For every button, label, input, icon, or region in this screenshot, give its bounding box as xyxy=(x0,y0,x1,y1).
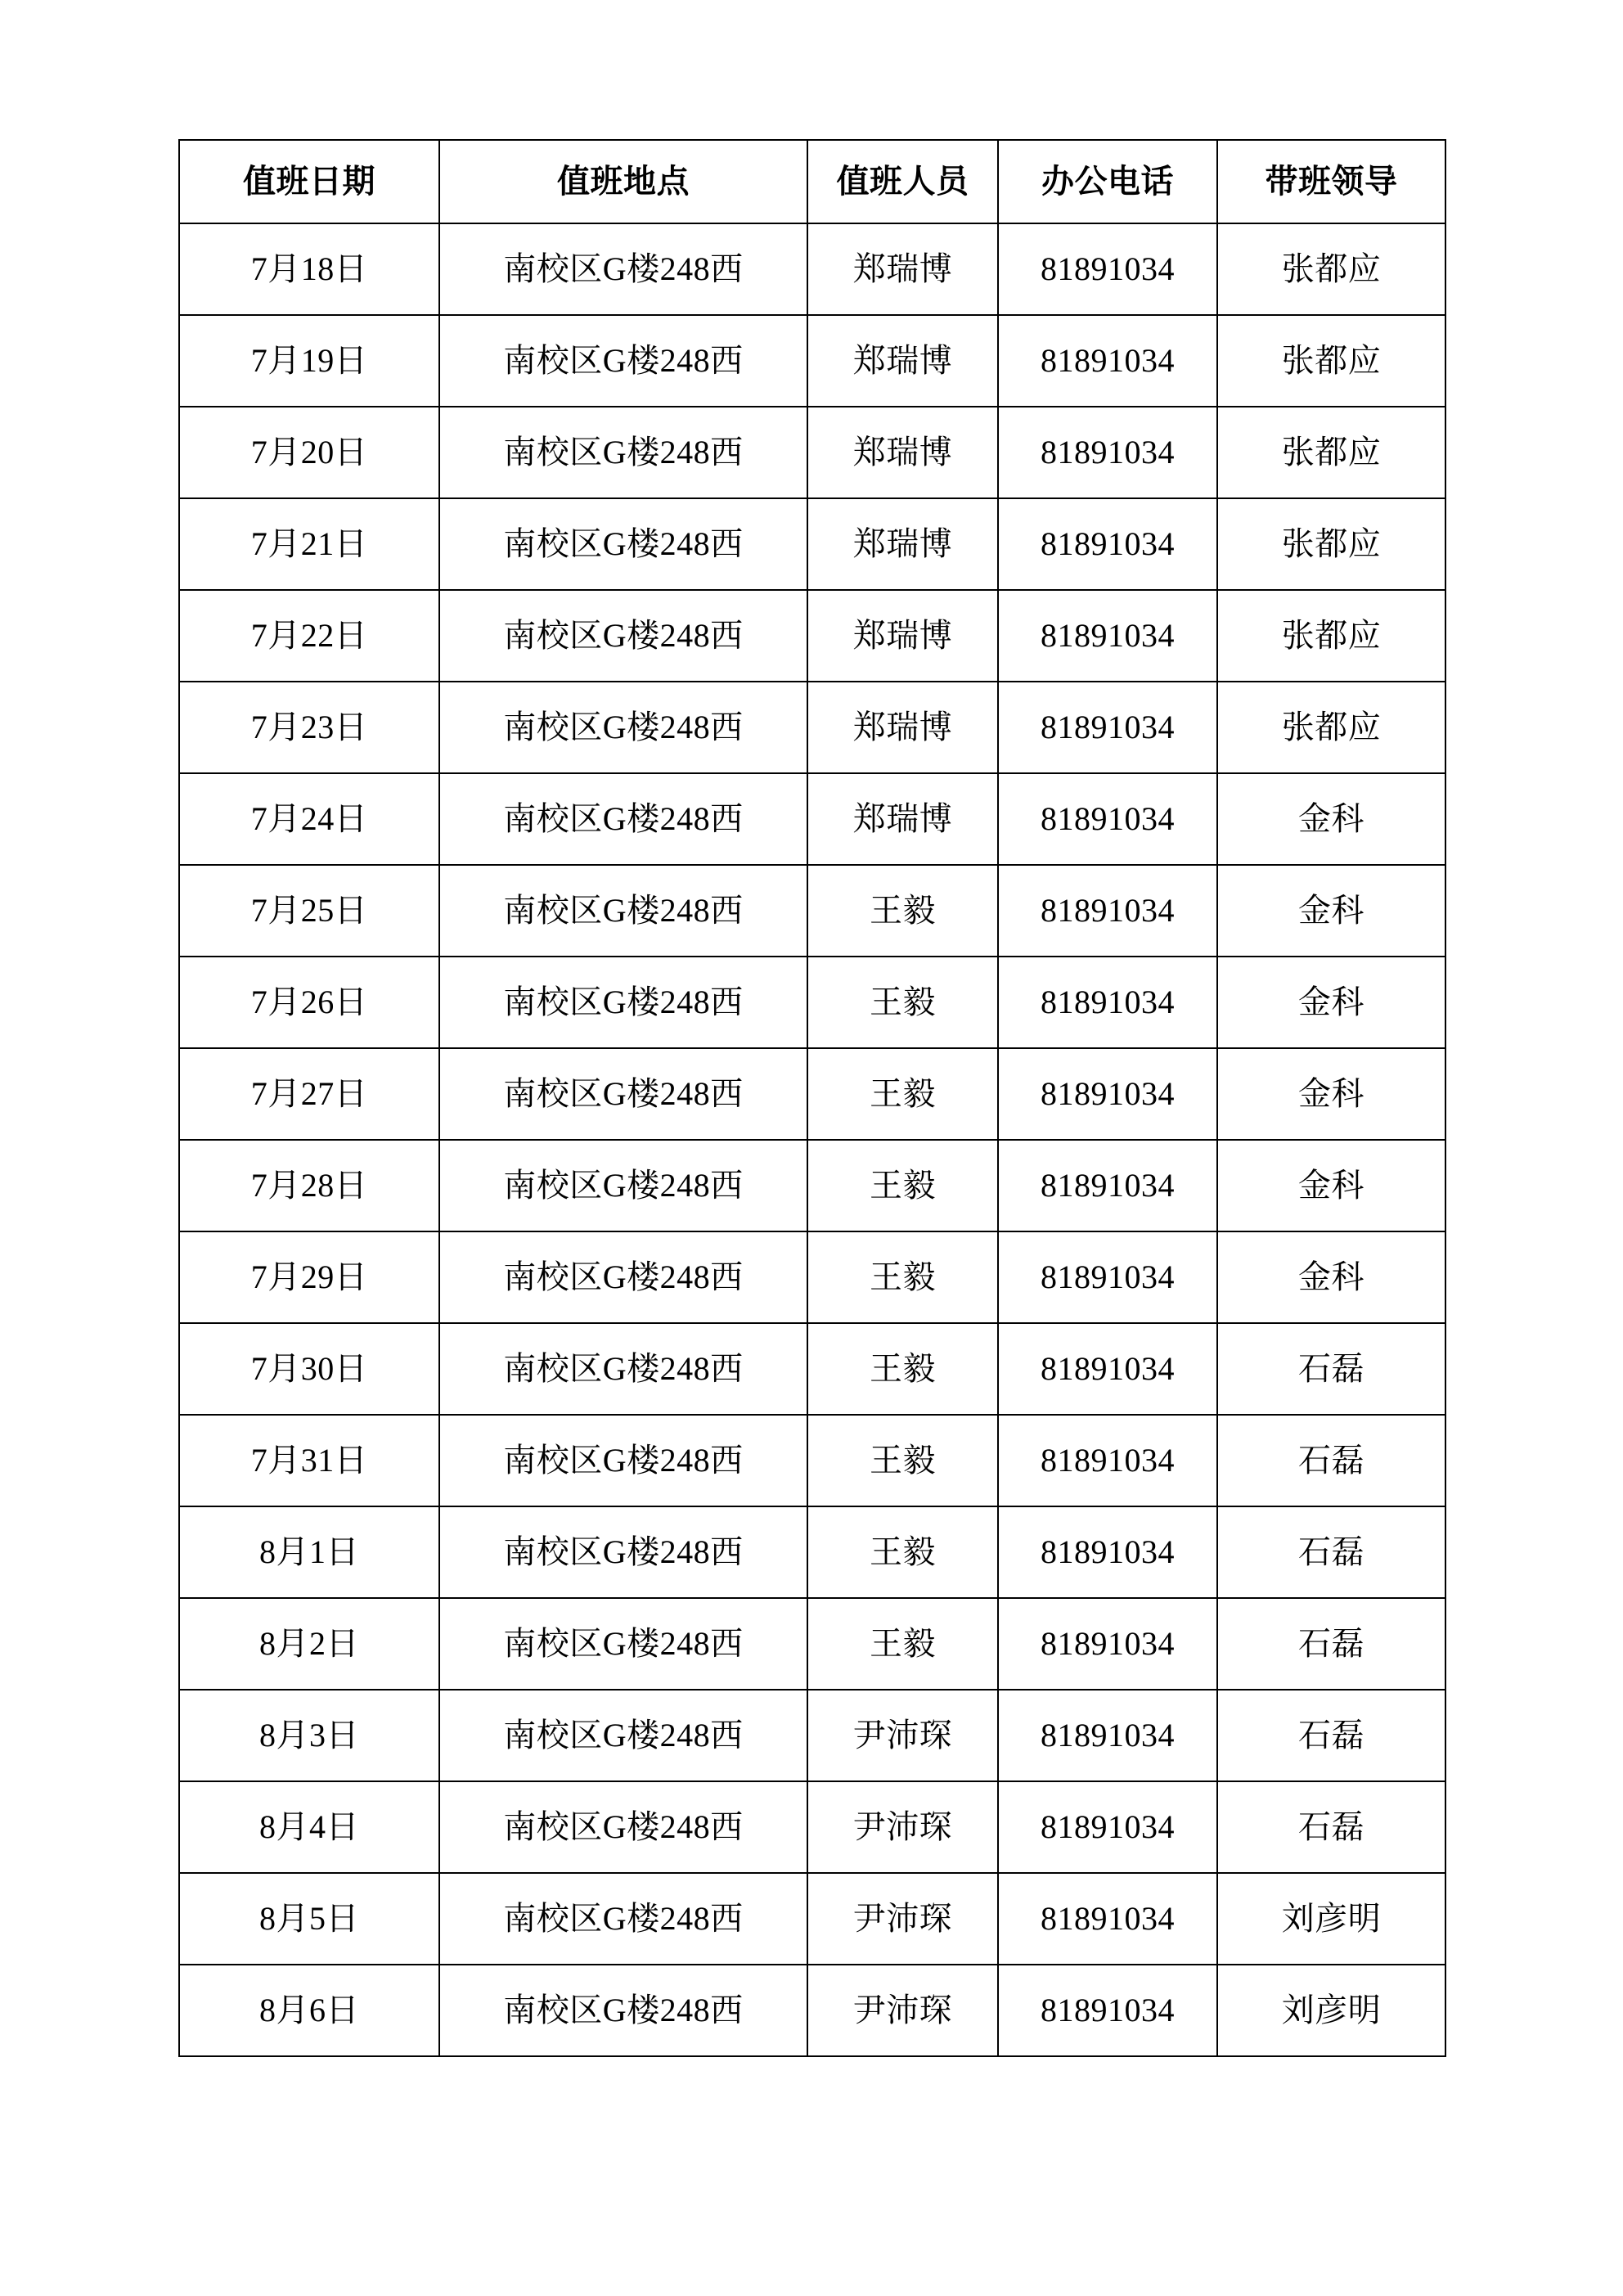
table-row xyxy=(179,682,1445,773)
cell-duty-staff: 王毅 xyxy=(807,957,998,1048)
cell-leader-on-duty: 刘彦明 xyxy=(1217,1965,1445,2056)
cell-duty-date: 7月28日 xyxy=(179,1140,439,1231)
cell-duty-date: 8月6日 xyxy=(179,1965,439,2056)
cell-duty-location: 南校区G楼248西 xyxy=(439,1965,807,2056)
cell-office-phone: 81891034 xyxy=(998,1415,1217,1506)
cell-leader-on-duty: 金科 xyxy=(1217,1140,1445,1231)
cell-office-phone: 81891034 xyxy=(998,957,1217,1048)
duty-schedule-table-wrapper xyxy=(178,139,1445,2057)
cell-leader-on-duty: 金科 xyxy=(1217,1048,1445,1140)
cell-duty-date: 7月19日 xyxy=(179,315,439,407)
cell-duty-staff: 王毅 xyxy=(807,1415,998,1506)
cell-duty-date: 8月4日 xyxy=(179,1781,439,1873)
cell-duty-date: 7月24日 xyxy=(179,773,439,865)
cell-office-phone: 81891034 xyxy=(998,407,1217,498)
table-row xyxy=(179,1598,1445,1690)
cell-duty-location: 南校区G楼248西 xyxy=(439,223,807,315)
table-row xyxy=(179,1965,1445,2056)
table-header-row xyxy=(179,140,1445,223)
cell-duty-staff: 尹沛琛 xyxy=(807,1965,998,2056)
column-header-duty-location xyxy=(439,140,807,223)
cell-leader-on-duty: 金科 xyxy=(1217,865,1445,957)
cell-leader-on-duty: 张都应 xyxy=(1217,315,1445,407)
cell-duty-date: 7月27日 xyxy=(179,1048,439,1140)
cell-duty-location: 南校区G楼248西 xyxy=(439,1231,807,1323)
cell-duty-location: 南校区G楼248西 xyxy=(439,1323,807,1415)
cell-leader-on-duty: 张都应 xyxy=(1217,223,1445,315)
cell-office-phone: 81891034 xyxy=(998,498,1217,590)
table-row xyxy=(179,315,1445,407)
column-header-office-phone xyxy=(998,140,1217,223)
cell-leader-on-duty: 石磊 xyxy=(1217,1690,1445,1781)
cell-duty-location: 南校区G楼248西 xyxy=(439,1781,807,1873)
cell-duty-staff: 尹沛琛 xyxy=(807,1873,998,1965)
cell-duty-date: 7月22日 xyxy=(179,590,439,682)
table-row xyxy=(179,1690,1445,1781)
table-row xyxy=(179,1415,1445,1506)
cell-duty-staff: 王毅 xyxy=(807,1598,998,1690)
table-header xyxy=(179,140,1445,223)
column-header-duty-location-label: 值班地点 xyxy=(557,163,690,200)
cell-office-phone: 81891034 xyxy=(998,1231,1217,1323)
cell-office-phone: 81891034 xyxy=(998,1873,1217,1965)
cell-duty-staff: 王毅 xyxy=(807,1506,998,1598)
cell-duty-location: 南校区G楼248西 xyxy=(439,1140,807,1231)
cell-duty-location: 南校区G楼248西 xyxy=(439,498,807,590)
table-row xyxy=(179,407,1445,498)
cell-office-phone: 81891034 xyxy=(998,865,1217,957)
cell-duty-staff: 王毅 xyxy=(807,1231,998,1323)
cell-duty-date: 8月3日 xyxy=(179,1690,439,1781)
cell-duty-location: 南校区G楼248西 xyxy=(439,315,807,407)
cell-office-phone: 81891034 xyxy=(998,315,1217,407)
cell-leader-on-duty: 金科 xyxy=(1217,957,1445,1048)
cell-duty-location: 南校区G楼248西 xyxy=(439,1506,807,1598)
cell-duty-location: 南校区G楼248西 xyxy=(439,1048,807,1140)
table-row xyxy=(179,1873,1445,1965)
cell-office-phone: 81891034 xyxy=(998,1965,1217,2056)
cell-leader-on-duty: 石磊 xyxy=(1217,1415,1445,1506)
cell-duty-location: 南校区G楼248西 xyxy=(439,682,807,773)
cell-leader-on-duty: 张都应 xyxy=(1217,682,1445,773)
cell-office-phone: 81891034 xyxy=(998,1598,1217,1690)
cell-duty-staff: 郑瑞博 xyxy=(807,773,998,865)
table-row xyxy=(179,1231,1445,1323)
cell-duty-date: 8月5日 xyxy=(179,1873,439,1965)
cell-duty-staff: 王毅 xyxy=(807,1048,998,1140)
cell-duty-location: 南校区G楼248西 xyxy=(439,407,807,498)
cell-leader-on-duty: 石磊 xyxy=(1217,1323,1445,1415)
column-header-duty-staff xyxy=(807,140,998,223)
cell-duty-staff: 王毅 xyxy=(807,1323,998,1415)
cell-office-phone: 81891034 xyxy=(998,773,1217,865)
table-row xyxy=(179,590,1445,682)
cell-office-phone: 81891034 xyxy=(998,1506,1217,1598)
table-row xyxy=(179,1506,1445,1598)
table-row xyxy=(179,1140,1445,1231)
cell-office-phone: 81891034 xyxy=(998,1323,1217,1415)
cell-duty-location: 南校区G楼248西 xyxy=(439,1873,807,1965)
table-row xyxy=(179,1048,1445,1140)
table-row xyxy=(179,223,1445,315)
cell-duty-staff: 郑瑞博 xyxy=(807,590,998,682)
cell-leader-on-duty: 张都应 xyxy=(1217,498,1445,590)
cell-leader-on-duty: 刘彦明 xyxy=(1217,1873,1445,1965)
cell-duty-staff: 郑瑞博 xyxy=(807,315,998,407)
cell-duty-date: 7月25日 xyxy=(179,865,439,957)
table-row xyxy=(179,957,1445,1048)
cell-duty-staff: 王毅 xyxy=(807,865,998,957)
table-row xyxy=(179,865,1445,957)
cell-leader-on-duty: 张都应 xyxy=(1217,590,1445,682)
cell-leader-on-duty: 金科 xyxy=(1217,773,1445,865)
cell-duty-date: 7月18日 xyxy=(179,223,439,315)
cell-duty-date: 7月21日 xyxy=(179,498,439,590)
duty-schedule-table xyxy=(178,139,1446,2057)
table-row xyxy=(179,773,1445,865)
cell-duty-location: 南校区G楼248西 xyxy=(439,865,807,957)
cell-leader-on-duty: 张都应 xyxy=(1217,407,1445,498)
cell-office-phone: 81891034 xyxy=(998,682,1217,773)
column-header-duty-date xyxy=(179,140,439,223)
cell-duty-staff: 尹沛琛 xyxy=(807,1781,998,1873)
cell-duty-staff: 郑瑞博 xyxy=(807,223,998,315)
column-header-leader-on-duty-label: 带班领导 xyxy=(1265,163,1398,200)
cell-duty-location: 南校区G楼248西 xyxy=(439,773,807,865)
column-header-leader-on-duty xyxy=(1217,140,1445,223)
cell-duty-location: 南校区G楼248西 xyxy=(439,1690,807,1781)
cell-office-phone: 81891034 xyxy=(998,1690,1217,1781)
cell-leader-on-duty: 金科 xyxy=(1217,1231,1445,1323)
cell-office-phone: 81891034 xyxy=(998,1048,1217,1140)
cell-duty-staff: 郑瑞博 xyxy=(807,407,998,498)
column-header-duty-date-label: 值班日期 xyxy=(243,163,375,200)
cell-leader-on-duty: 石磊 xyxy=(1217,1781,1445,1873)
cell-office-phone: 81891034 xyxy=(998,1140,1217,1231)
cell-duty-staff: 郑瑞博 xyxy=(807,682,998,773)
table-row xyxy=(179,1323,1445,1415)
cell-duty-location: 南校区G楼248西 xyxy=(439,1415,807,1506)
cell-duty-location: 南校区G楼248西 xyxy=(439,590,807,682)
cell-duty-staff: 尹沛琛 xyxy=(807,1690,998,1781)
cell-duty-date: 7月20日 xyxy=(179,407,439,498)
table-body xyxy=(179,223,1445,2056)
cell-office-phone: 81891034 xyxy=(998,1781,1217,1873)
cell-duty-date: 7月29日 xyxy=(179,1231,439,1323)
table-row xyxy=(179,1781,1445,1873)
column-header-duty-staff-label: 值班人员 xyxy=(836,163,969,200)
cell-duty-date: 8月2日 xyxy=(179,1598,439,1690)
cell-duty-date: 7月23日 xyxy=(179,682,439,773)
cell-office-phone: 81891034 xyxy=(998,223,1217,315)
cell-duty-location: 南校区G楼248西 xyxy=(439,1598,807,1690)
cell-duty-date: 7月26日 xyxy=(179,957,439,1048)
cell-office-phone: 81891034 xyxy=(998,590,1217,682)
column-header-office-phone-label: 办公电话 xyxy=(1041,163,1174,200)
cell-duty-date: 7月31日 xyxy=(179,1415,439,1506)
table-row xyxy=(179,498,1445,590)
cell-duty-location: 南校区G楼248西 xyxy=(439,957,807,1048)
cell-duty-date: 8月1日 xyxy=(179,1506,439,1598)
cell-duty-date: 7月30日 xyxy=(179,1323,439,1415)
cell-duty-staff: 郑瑞博 xyxy=(807,498,998,590)
cell-duty-staff: 王毅 xyxy=(807,1140,998,1231)
cell-leader-on-duty: 石磊 xyxy=(1217,1506,1445,1598)
cell-leader-on-duty: 石磊 xyxy=(1217,1598,1445,1690)
